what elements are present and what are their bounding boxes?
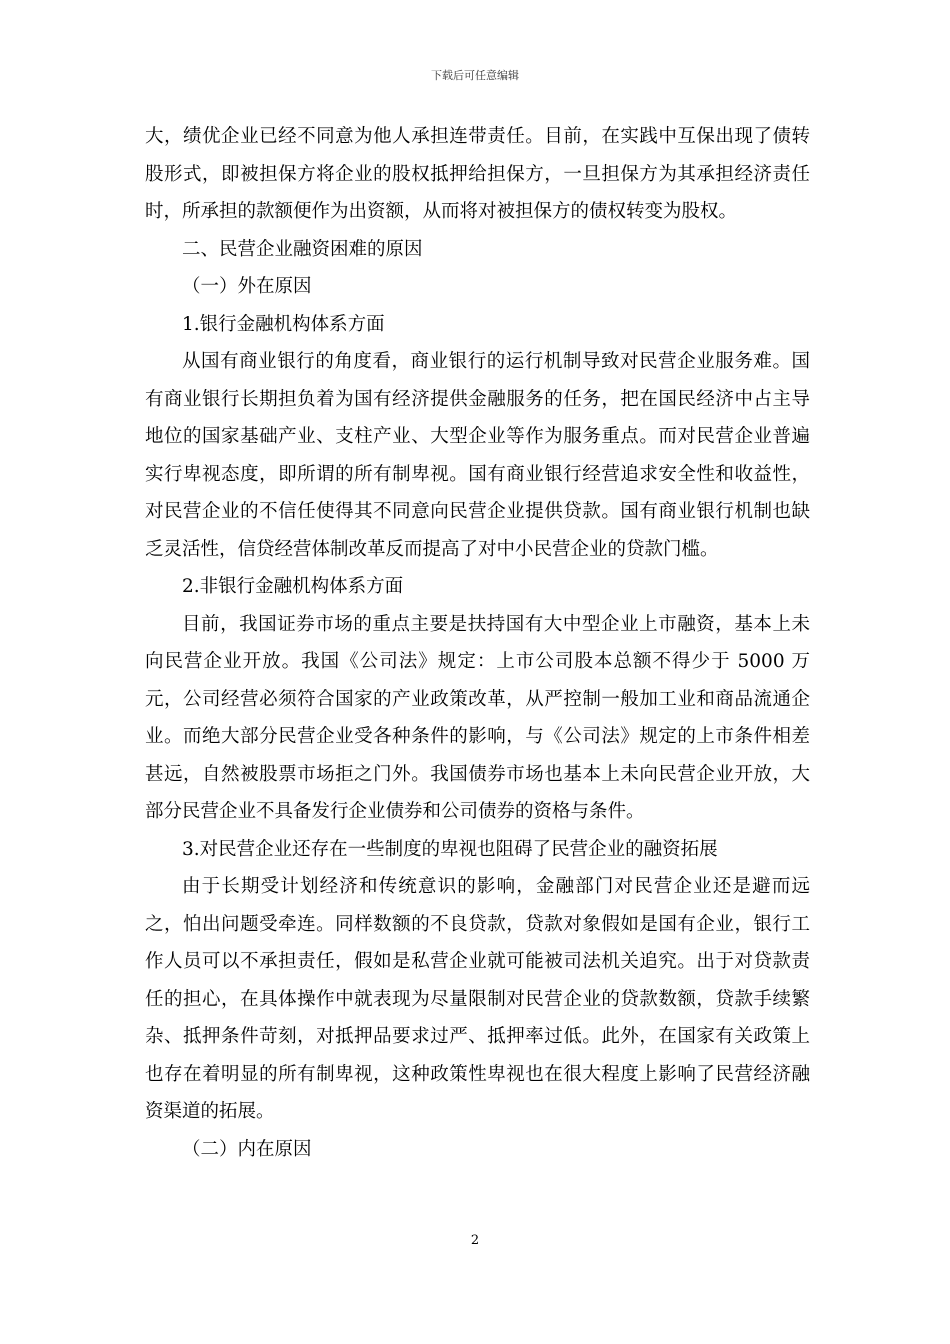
subheading-nonbank-system: 2.非银行金融机构体系方面 (182, 576, 404, 597)
subsection-heading-internal: （二）内在原因 (182, 1138, 312, 1160)
paragraph-bank-system: 从国有商业银行的角度看，商业银行的运行机制导致对民营企业服务难。国有商业银行长期担负着为国有经济提供金融服务的任务，把在国民经济中占主导地位的国家基础产业、支柱产业、大型企业等作为服务重点。而对民营企业普遍实行卑视态度，即所谓的所有制卑视。国有商业银行经营追求安全性和收益性，对民营企业的不信任使得其不同意向民营企业提供贷款。国有商业银行机制也缺乏灵活性，信贷经营体制改革反而提高了对中小民营企业的贷款门槛。 (145, 351, 810, 560)
subheading-bank-system: 1.银行金融机构体系方面 (182, 313, 385, 335)
subsection-heading-external: （一）外在原因 (182, 276, 312, 297)
document-body (145, 118, 810, 1168)
paragraph-institutional-discrimination: 由于长期受计划经济和传统意识的影响，金融部门对民营企业还是避而远之，怕出问题受牵连。同样数额的不良贷款，贷款对象假如是国有企业，银行工作人员可以不承担责任，假如是私营企业就可能被司法机关追究。出于对贷款责任的担心，在具体操作中就表现为尽量限制对民营企业的贷款数额，贷款手续繁杂、抵押条件苛刻，对抵押品要求过严、抵押率过低。此外，在国家有关政策上也存在着明显的所有制卑视，这种政策性卑视也在很大程度上影响了民营经济融资渠道的拓展。 (145, 876, 810, 1122)
page-header: 下载后可任意编辑 (431, 69, 519, 82)
subheading-institutional-discrimination: 3.对民营企业还存在一些制度的卑视也阻碍了民营企业的融资拓展 (182, 838, 718, 860)
paragraph-continuation: 大，绩优企业已经不同意为他人承担连带责任。目前，在实践中互保出现了债转股形式，即被担保方将企业的股权抵押给担保方，一旦担保方为其承担经济责任时，所承担的款额便作为出资额，从而将对被担保方的债权转变为股权。 (145, 126, 810, 222)
page-number: 2 (470, 1233, 480, 1248)
section-heading: 二、民营企业融资困难的原因 (182, 238, 423, 260)
paragraph-nonbank-system: 目前，我国证券市场的重点主要是扶持国有大中型企业上市融资，基本上未向民营企业开放。我国《公司法》规定：上市公司股本总额不得少于 5000 万元，公司经营必须符合国家的产业政策改革，从严控制一般加工业和商品流通企业。而绝大部分民营企业受各种条件的影响，与《公司法》规定的上市条件相差甚远，自然被股票市场拒之门外。我国债券市场也基本上未向民营企业开放，大部分民营企业不具备发行企业债券和公司债券的资格与条件。 (145, 613, 810, 822)
